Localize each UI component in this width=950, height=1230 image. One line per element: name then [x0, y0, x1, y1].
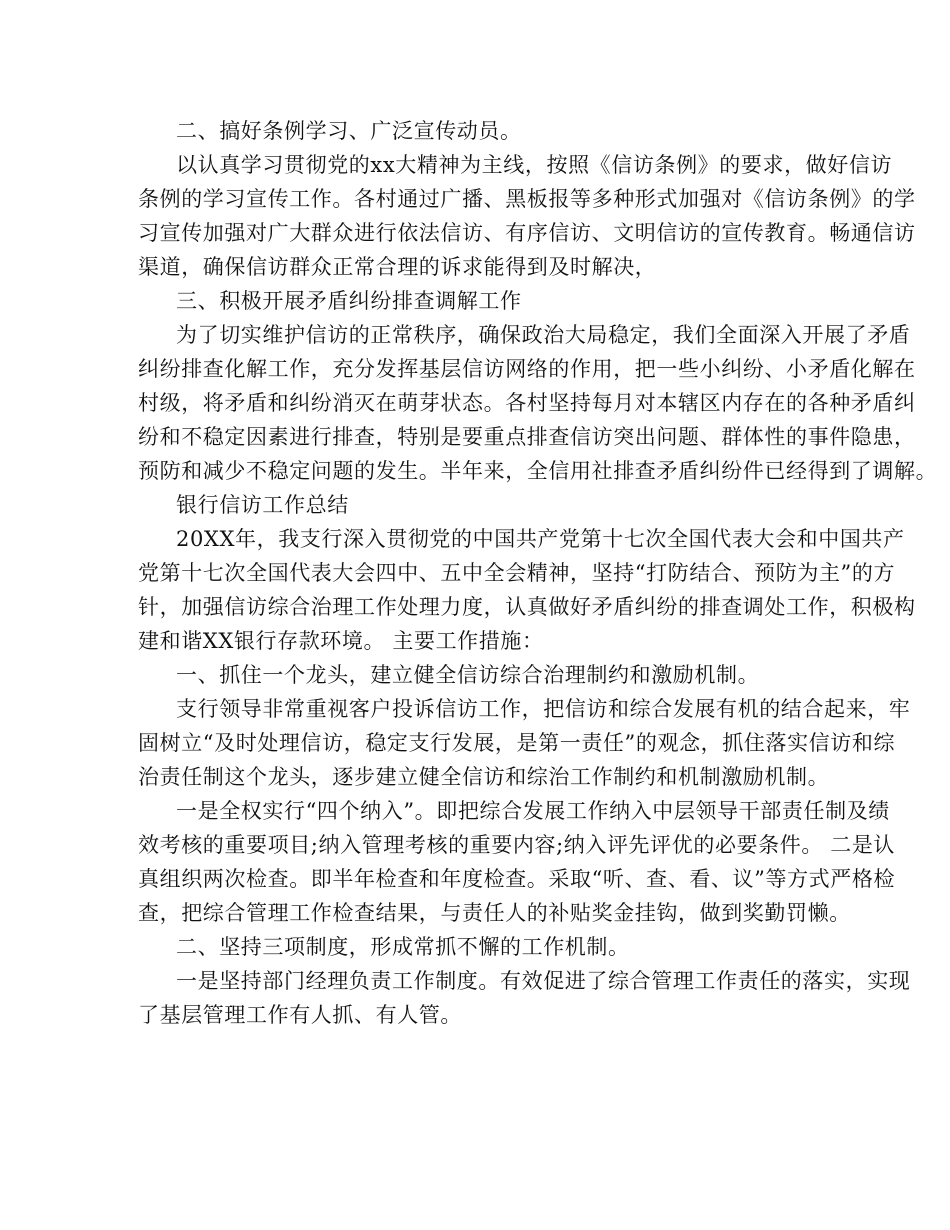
text-line: 纷和不稳定因素进行排查，特别是要重点排查信访突出问题、群体性的事件隐患， [138, 425, 916, 449]
text-line: 三、积极开展矛盾纠纷排查调解工作 [176, 289, 522, 313]
text-line: 针，加强信访综合治理工作处理力度，认真做好矛盾纠纷的排查调处工作，积极构 [138, 595, 916, 619]
text-line: 二、坚持三项制度，形成常抓不懈的工作机制。 [176, 935, 630, 959]
text-line: 固树立“及时处理信访，稳定支行发展，是第一责任”的观念，抓住落实信访和综 [138, 731, 896, 755]
text-line: 习宣传加强对广大群众进行依法信访、有序信访、文明信访的宣传教育。畅通信访 [138, 221, 916, 245]
text-line: 一、抓住一个龙头，建立健全信访综合治理制约和激励机制。 [176, 663, 760, 687]
text-line: 党第十七次全国代表大会四中、五中全会精神，坚持“打防结合、预防为主”的方 [138, 561, 896, 585]
text-line: 建和谐XX银行存款环境。 主要工作措施： [138, 629, 544, 653]
text-line: 预防和减少不稳定问题的发生。半年来，全信用社排查矛盾纠纷件已经得到了调解。 [138, 459, 938, 483]
text-line: 为了切实维护信访的正常秩序，确保政治大局稳定，我们全面深入开展了矛盾 [176, 323, 911, 347]
text-line: 纠纷排查化解工作，充分发挥基层信访网络的作用，把一些小纠纷、小矛盾化解在 [138, 357, 916, 381]
text-line: 治责任制这个龙头，逐步建立健全信访和综治工作制约和机制激励机制。 [138, 765, 830, 789]
text-line: 支行领导非常重视客户投诉信访工作，把信访和综合发展有机的结合起来，牢 [176, 697, 911, 721]
text-line: 银行信访工作总结 [176, 493, 349, 517]
text-line: 以认真学习贯彻党的xx大精神为主线，按照《信访条例》的要求，做好信访 [176, 153, 893, 177]
text-line: 二、搞好条例学习、广泛宣传动员。 [176, 119, 522, 143]
text-line: 20XX年，我支行深入贯彻党的中国共产党第十七次全国代表大会和中国共产 [176, 527, 905, 551]
text-line: 一是坚持部门经理负责工作制度。有效促进了综合管理工作责任的落实，实现 [176, 969, 911, 993]
text-line: 效考核的重要项目;纳入管理考核的重要内容;纳入评先评优的必要条件。 二是认 [138, 833, 896, 857]
text-line: 村级，将矛盾和纠纷消灭在萌芽状态。各村坚持每月对本辖区内存在的各种矛盾纠 [138, 391, 916, 415]
text-line: 渠道，确保信访群众正常合理的诉求能得到及时解决， [138, 255, 657, 279]
document-body [138, 114, 938, 1032]
text-line: 一是全权实行“四个纳入”。即把综合发展工作纳入中层领导干部责任制及绩 [176, 799, 890, 823]
text-line: 了基层管理工作有人抓、有人管。 [138, 1003, 462, 1027]
text-line: 查，把综合管理工作检查结果，与责任人的补贴奖金挂钩，做到奖勤罚懒。 [138, 901, 851, 925]
text-line: 真组织两次检查。即半年检查和年度检查。采取“听、查、看、议”等方式严格检 [138, 867, 896, 891]
text-line: 条例的学习宣传工作。各村通过广播、黑板报等多种形式加强对《信访条例》的学 [138, 187, 916, 211]
